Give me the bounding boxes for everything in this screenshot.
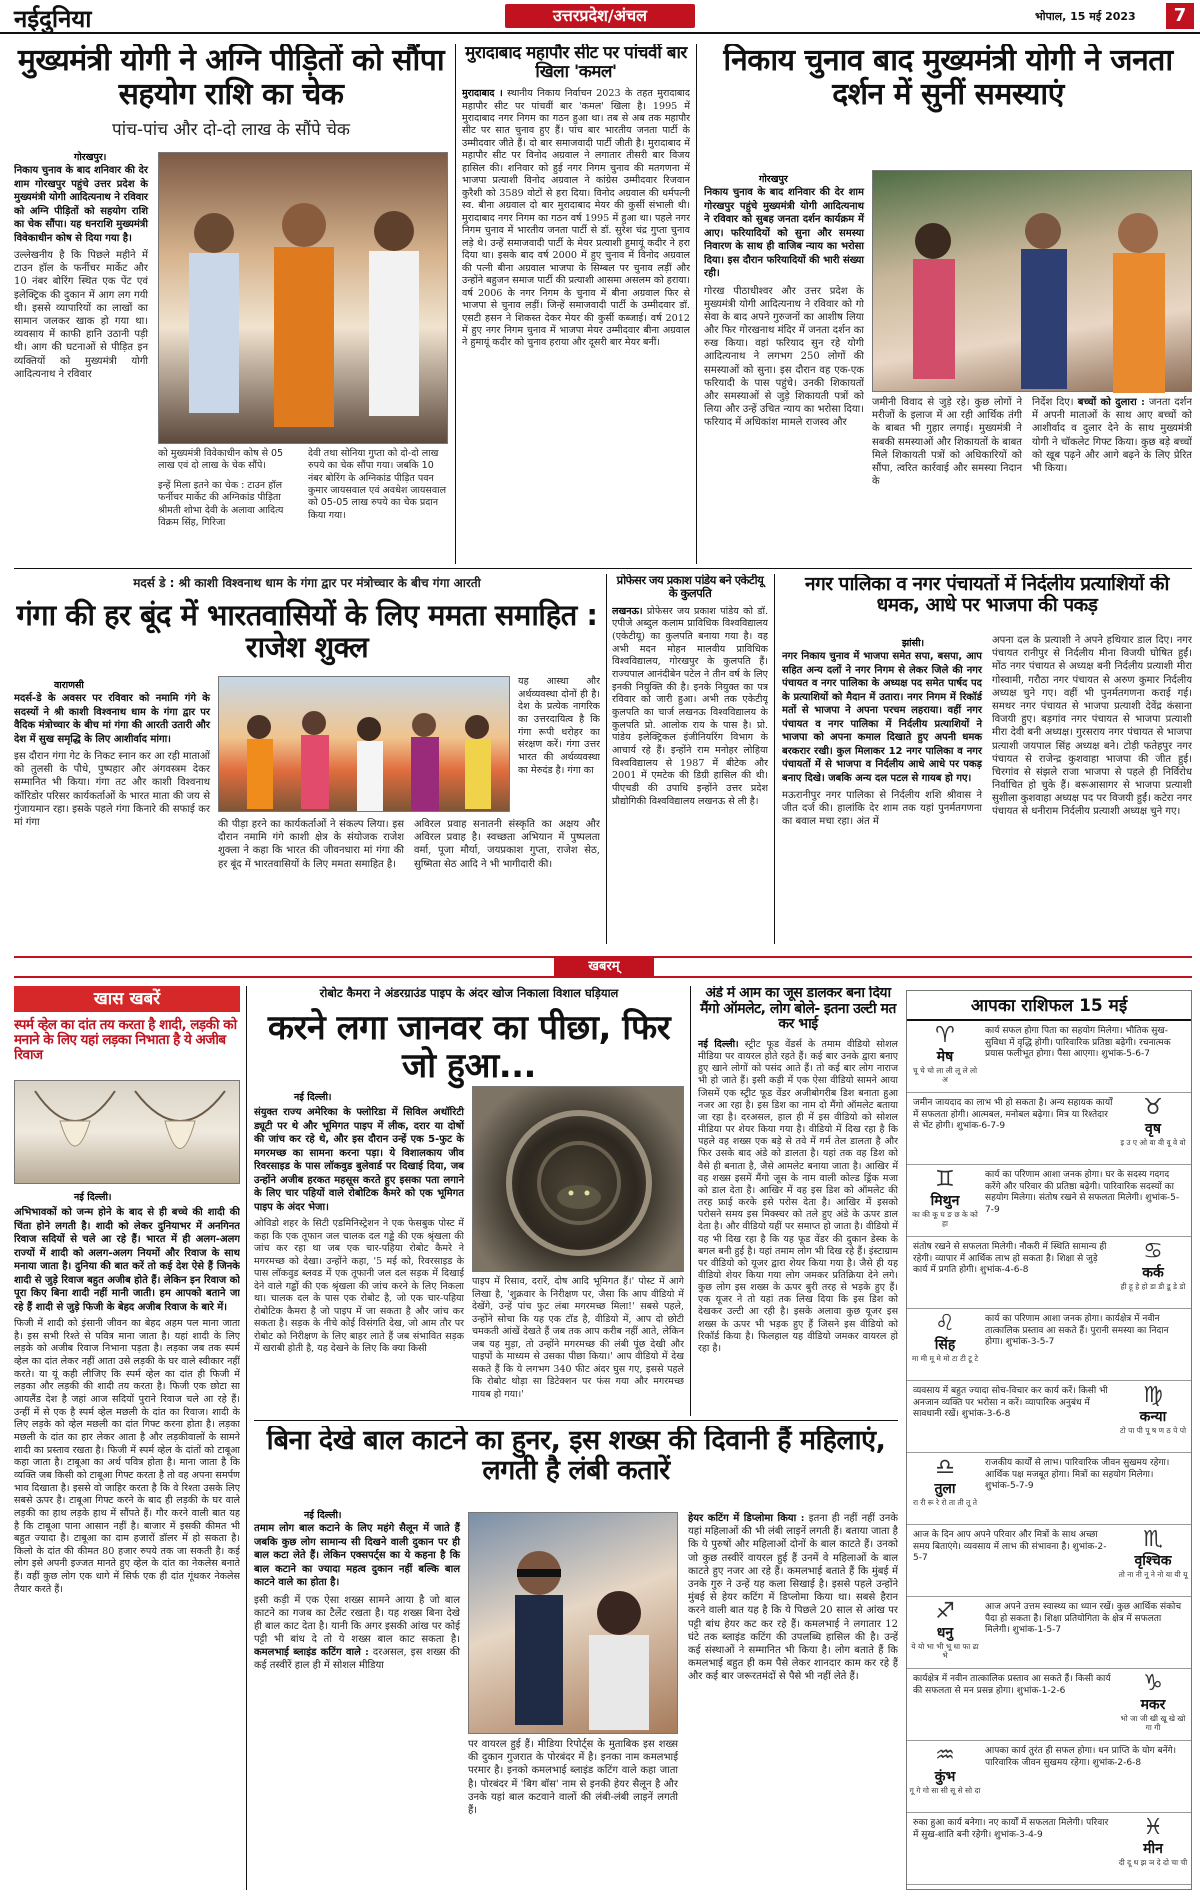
- article-fiji-whale-tooth: [14, 986, 240, 1890]
- zodiac-8-icon: ♏: [1143, 1527, 1163, 1552]
- zodiac-letters: तो ना नी नू ने नो या यी यू: [1118, 1570, 1188, 1579]
- lead-paragraph: मदर्स-डे के अवसर पर रविवार को नमामि गंगे के सदस्यों ने श्री काशी विश्वनाथ धाम के गंगा द्वार पर वैदिक मंत्रोच्चार के बीच मां गंगा की आरती उतारी और देश में सुख समृद्धि के लिए आशीर्वाद मांगा।: [14, 693, 210, 745]
- newspaper-logo: नईदुनिया: [14, 4, 92, 33]
- body-text-1: मऊरानीपुर नगर पालिका से निर्दलीय शशि श्रीवास ने जीत दर्ज की। हालांकि देर शाम तक यहां पुनर्मतगणना का बवाल मचा रहा। अंत में: [782, 790, 982, 828]
- zodiac-letters: भो जा जी खी खू खे खो गा गी: [1120, 1714, 1186, 1732]
- article-robot-camera-alligator: [254, 986, 684, 1416]
- headline: मुरादाबाद महापौर सीट पर पांचवीं बार खिला 'कमल': [465, 44, 687, 83]
- zodiac-11-icon: ♒: [935, 1743, 955, 1768]
- barber-illustration: [469, 1513, 679, 1735]
- zodiac-name: सिंह: [934, 1337, 956, 1353]
- zodiac-name: वृश्चिक: [1134, 1553, 1172, 1569]
- zodiac-sign: [1117, 1241, 1189, 1291]
- column-rule: [455, 44, 456, 564]
- headline: मुख्यमंत्री योगी ने अग्नि पीड़ितों को सौंपा सहयोग राशि का चेक: [17, 44, 445, 112]
- article-yogi-cheque: [14, 44, 448, 580]
- zodiac-name: कर्क: [1142, 1265, 1164, 1281]
- horoscope-text: रुका हुआ कार्य बनेगा। नए कार्यों में सफलता मिलेगी। परिवार में सुख-शांति बनी रहेगी। शुभांक-3-4-9: [913, 1818, 1109, 1840]
- dateline: नई दिल्ली।: [304, 1510, 342, 1521]
- zodiac-5-icon: ♌: [935, 1311, 955, 1336]
- zodiac-name: मिथुन: [930, 1193, 960, 1209]
- zodiac-letters: चू चे चो ला ली लू ले लो अ: [912, 1066, 978, 1084]
- horoscope-text: कार्यक्षेत्र में नवीन तात्कालिक प्रस्ताव आ सकते हैं। किसी कार्य की सफलता से मन प्रसन्न होगा। शुभांक-1-2-6: [913, 1674, 1111, 1696]
- zodiac-letters: दी दू थ झ ञ दे दो चा ची: [1118, 1858, 1188, 1867]
- page-number: 7: [1166, 3, 1194, 29]
- body-text-4: अविरल प्रवाह सनातनी संस्कृति का अक्षय और अविरल प्रवाह है। स्वच्छता अभियान में पुष्पलता वर्मा, पूजा मौर्या, जयप्रकाश गुप्ता, राजेश सेठ, सुष्मिता सेठ आदि ने भी भागीदारी की।: [414, 819, 600, 870]
- body-text-3: की पीड़ा हरने का कार्यकर्ताओं ने संकल्प लिया। इस दौरान नमामि गंगे काशी क्षेत्र के संयोजक राजेश शुक्ला ने कहा कि भारत की जीवनधारा मां गंगा की हर बूंद में भारतवासियों के लिए ममता समाहित है।: [218, 819, 404, 870]
- horoscope-text: व्यवसाय में बहुत ज्यादा सोच-विचार कर कार्य करें। किसी भी अनजान व्यक्ति पर भरोसा न करें। व्यापारिक अनुबंध में सावधानी रखें। शुभांक-3-6-8: [913, 1386, 1108, 1420]
- zodiac-letters: ही हू हे हो डा डी डू डे डो: [1120, 1282, 1186, 1291]
- body-text: [612, 606, 768, 809]
- article-moradabad-mayor: [462, 44, 690, 564]
- horoscope-text: संतोष रखने से सफलता मिलेगी। नौकरी में स्थिति सामान्य ही रहेगी। व्यापार में आर्थिक लाभ हो सकता है। शिक्षा से जुड़े कार्य में प्रगति होगी। शुभांक-4-6-8: [913, 1242, 1107, 1276]
- subhead-inline: कमलभाई ब्लाइंड कटिंग वाले :: [254, 1647, 369, 1659]
- horoscope-row: [907, 1165, 1191, 1237]
- body-copy: इसी कड़ी में एक ऐसा शख्स सामने आया है जो बाल काटने का गजब का टैलेंट रखता है। यह शख्स बिना देखे ही बाल काट देता है। यानी कि अगर इसकी आंख पर कोई पट्टी भी बांध दे तो ये शख्स बाल काट सकता है।: [254, 1594, 460, 1646]
- lead-paragraph: संयुक्त राज्य अमेरिका के फ्लोरिडा में सिविल अथॉरिटी ड्यूटी पर थे और भूमिगत पाइप में लीक, दरार या दोषों की जांच कर रहे थे, और इस दौरान उन्हें एक 5-फुट के मगरमच्छ का सामना करना पड़ा। ये विशालकाय जीव रिवरसाइड के पास लॉकवुड बुलेवार्ड पर दिखाई दिया, जब उन्होंने अजीब हरकत महसूस करते हुए इसका पता लगाने के लिए चार पहियों वाले रोबोटिक कैमरे को एक भूमिगत पाइप के अंदर भेजा।: [254, 1107, 464, 1213]
- zodiac-12-icon: ♓: [1143, 1815, 1163, 1840]
- horoscope-text: कार्य का परिणाम आशा जनक होगा। कार्यक्षेत्र में नवीन तात्कालिक प्रस्ताव आ सकते हैं। पुरानी समस्या का निदान होगा। शुभांक-3-5-7: [985, 1314, 1169, 1348]
- column-rule: [690, 986, 691, 1416]
- zodiac-name: वृष: [1145, 1121, 1161, 1137]
- headline: निकाय चुनाव बाद मुख्यमंत्री योगी ने जनता दर्शन में सुनीं समस्याएं: [723, 44, 1173, 112]
- zodiac-9-icon: ♐: [935, 1599, 955, 1624]
- photo-aarti-illustration: [219, 677, 511, 813]
- whale-tooth-illustration: [15, 1081, 240, 1185]
- zodiac-name: मकर: [1140, 1697, 1166, 1713]
- body-text: [462, 88, 690, 350]
- zodiac-7-icon: ♎: [935, 1455, 955, 1480]
- horoscope-list: [907, 1021, 1191, 1885]
- headline: नगर पालिका व नगर पंचायतों में निर्दलीय प्रत्याशियों की धमक, आधे पर भाजपा की पकड़: [805, 574, 1169, 617]
- zodiac-1-icon: ♈: [935, 1023, 955, 1048]
- caption-col-1: को मुख्यमंत्री विवेकाधीन कोष से 05 लाख एवं दो लाख के चेक सौंपे।: [158, 448, 284, 472]
- column-rule: [774, 574, 775, 944]
- body-text-1: ओविडो शहर के सिटी एडमिनिस्ट्रेशन ने एक फेसबुक पोस्ट में कहा कि एक तूफान जल चालक दल गड्ढे की एक श्रृंखला की जांच कर रहा था जब एक चार-पहिया रोबोट कैमरे ने मगरमच्छ को देखा। उन्होंने कहा, '5 मई को, रिवरसाइड के पास लॉकवुड ब्लवड में एक तूफानी जल दल सड़क में दिखाई देने वाले गड्ढों की एक श्रृंखला की जांच करने के लिए निकला था। चालक दल के पास एक रोबोट है, जो एक चार-पहिया रोबोटिक कैमरा है जो पाइप में जा सकता है और जांच कर सकता है। सड़क के नीचे कोई विसंगति देख, जो आम तौर पर रोबोट को निरीक्षण के लिए बाहर लाते हैं जब संभावित सड़क में खराबी होती है, यह देखने के लिए कि क्या किसी: [254, 1218, 464, 1355]
- lead-paragraph: निकाय चुनाव के बाद शनिवार की देर शाम गोरखपुर पहुंचे उत्तर प्रदेश के मुख्यमंत्री योगी आदित्यनाथ ने रविवार को अग्नि पीड़ितों को सहयोग राशि का चेक सौंपा। यह धनराशि मुख्यमंत्री विवेकाधीन कोष से दिया गया है।: [14, 165, 148, 244]
- body-text-3: [688, 1512, 898, 1683]
- body-text-2: पाइप में रिसाव, दरारें, दोष आदि भूमिगत हैं।' पोस्ट में आगे लिखा है, 'शुक्रवार के निरीक्षण पर, जैसा कि आप वीडियो में देखेंगे, उन्हें पांच फुट लंबा मगरमच्छ मिला!' सबसे पहले, उन्होंने सोचा कि यह एक टॉड है, वीडियो में, आप दो छोटी चमकती आंखें देखते हैं जब तक आप करीब नहीं आते, लेकिन जब यह मुड़ा, तो उन्होंने मगरमच्छ की लंबी पूंछ देखी और पाइपों के माध्यम से उसका पीछा किया।' आप वीडियो में देख सकते हैं कि ये लगभग 340 फीट अंदर घुस गए, इससे पहले कि रोबोट थोड़ा सा डिटेक्शन पर फंस गया और मगरमच्छ गायब हो गया।': [472, 1276, 684, 1400]
- horoscope-row: [907, 1525, 1191, 1597]
- body-text-1: [254, 1594, 460, 1673]
- section-banner: उत्तरप्रदेश/अंचल: [505, 4, 695, 28]
- body-text: फिजी में शादी को इंसानी जीवन का बेहद अहम पल माना जाता है। इस सभी रिश्ते से पवित्र माना जाता है। यहां शादी के लिए लड़के को अजीब रिवाज निभाना पड़ता है। लड़का जब तक स्पर्म व्हेल का दांत लेकर नहीं आता उसे लड़की के घर वाले स्वीकार नहीं करते। या यूं कही लीजिए कि स्पर्म व्हेल का दांत ही फिजी में लड़का और लड़की की शादी तय करता है। फिजी एक छोटा सा आयलैंड देश है जहां आज सदियों पुराने रिवाज चले आ रहे हैं। उन्हीं में से एक है स्पर्म व्हेल मछली के दांत का रिवाज। शादी के लिए लड़के को व्हेल मछली का दांत गिफ्ट करना होता है। लड़का मछली के दांत का हार लेकर आता है और लड़कीवालों के सामने शादी का प्रस्ताव रखता है। फिजी में स्पर्म व्हेल के दांतों को टाबूआ कहा जाता है। टाबूआ का अर्थ पवित्र होता है। माना जाता है कि व्यक्ति जब किसी को टाबूआ गिफ्ट करता है तो वह अपना समर्पण भाव दिखाता है। इससे वो जाहिर करता है कि वे रिश्ता उसके लिए सबसे ऊपर है। टाबूआ गिफ्ट करने के बाद ही लड़की के घर वाले लड़की का हाथ लड़के हाथ में सौंपते हैं। गौर करने वाली बात यह है कि टाबूआ पाना आसान नहीं है। बाजार में इसकी कीमत भी बहुत ज्यादा है। टाबूआ का दाम हजारों डॉलर में हो सकता है। किलो के दांत की कीमत 80 हजार रुपये तक जा सकती है। कई लोग इसे अपनी इज्जत मानते हुए व्हेल के दांत का नेकलेस बनाते हैं। वहीं कुछ लोग एक धागे में सिर्फ एक ही दांत गूंथकर नेकलेस तैयार करते हैं।: [14, 1318, 240, 1595]
- lead-paragraph: अभिभावकों को जन्म होने के बाद से ही बच्चे की शादी की चिंता होने लगती है। शादी को लेकर दुनियाभर में अनगिनत रिवाज सदियों से चले आ रहे हैं। भारत में ही अलग-अलग राज्यों में शादी को अलग-अलग नियमों और रिवाज के साथ मनाया जाता है। दुनिया की बात करें तो कई देश ऐसे हैं जिनके शादी से जुड़े रिवाज बहुत अजीब होते हैं। लेकिन इन रिवाज को पूरा किए बिना शादी नहीं मानी जाती। हम आपको बताने जा रहे हैं शादी से जुड़े फिजी के बेहद अजीब रिवाज के बारे में।: [14, 1207, 240, 1313]
- photo-ganga-aarti: [218, 676, 510, 812]
- horoscope-row: [907, 1093, 1191, 1165]
- zodiac-4-icon: ♋: [1143, 1239, 1163, 1264]
- zodiac-name: मीन: [1143, 1841, 1163, 1857]
- body-copy: स्थानीय निकाय निर्वाचन 2023 के तहत मुरादाबाद महापौर सीट पर पांचवीं बार 'कमल' खिला है। 1995 में मुरादाबाद नगर निगम का गठन हुआ था। तब से अब तक महापौर सीट पर सात चुनाव हुए हैं। पांच बार भारतीय जनता पार्टी के उम्मीदवार जीते हैं। दो बार समाजवादी पार्टी जीती है। मुरादाबाद में महापौर सीट पर विनोद अग्रवाल ने लगातार तीसरी बार विजय हासिल की। शनिवार को हुई नगर निगम चुनाव की मतगणना में भाजपा प्रत्याशी विनोद अग्रवाल ने कांग्रेस उम्मीदवार रिजवान कुरैशी को 3589 वोटों से हरा दिया। विनोद अग्रवाल की धर्मपत्नी स्व. बीना अग्रवाल दो बार मुरादाबाद मेयर की कुर्सी संभाली थी। मुरादाबाद नगर निगम का गठन वर्ष 1995 में हुआ था। पहले नगर निगम चुनाव में भारतीय जनता पार्टी से डॉ. सुरेश चंद्र गुप्ता चुनाव लड़े थे। उन्हें समाजवादी पार्टी के मेयर प्रत्याशी हुमायूं कदीर ने हरा दिया था। इसके बाद वर्ष 2000 में हुए चुनाव में विनोद अग्रवाल की पत्नी बीना अग्रवाल भाजपा के सिम्बल पर चुनाव लड़ीं और उन्होंने बहुजन समाज पार्टी की प्रत्याशी आसमा असलम को हराया। वर्ष 2006 के नगर निगम के चुनाव में बीना अग्रवाल फिर से भाजपा से चुनाव लड़ीं। जिन्हें समाजवादी पार्टी के उम्मीदवार डॉ. एसटी हसन ने शिकस्त देकर मेयर की कुर्सी कब्जाई। वर्ष 2012 में हुए नगर निगम चुनाव में भाजपा मेयर उम्मीदवार बीना अग्रवाल ने हुमायूं कदीर को चुनाव हराया और दूसरी बार मेयर बनीं।: [462, 88, 690, 349]
- horoscope-text: कार्य सफल होगा पिता का सहयोग मिलेगा। भौतिक सुख-सुविधा में वृद्धि होगी। पारिवारिक प्रतिष्ठा बढ़ेगी। रचनात्मक प्रयास फलीभूत होगा। पैसा आएगा। शुभांक-5-6-7: [985, 1026, 1171, 1060]
- zodiac-name: कुंभ: [934, 1769, 956, 1785]
- horoscope-row: [907, 1237, 1191, 1309]
- zodiac-name: धनु: [936, 1625, 954, 1641]
- zodiac-sign: [909, 1745, 981, 1795]
- body-text-2: पर वायरल हुई हैं। मीडिया रिपोर्ट्स के मुताबिक इस शख्स की दुकान गुजरात के पोरबंदर में है। इनका नाम कमलभाई परमार है। इनको कमलभाई ब्लाइंड कटिंग वाले कहा जाता है। पोरबंदर में 'बिग बॉस' नाम से इनकी हेयर सैलून है और उनके यहां बाल कटवाने वालों की लंबी-लंबी लाइनें लगती हैं।: [468, 1739, 678, 1816]
- photo-cm-with-victims: [158, 152, 448, 444]
- horoscope-row: [907, 1453, 1191, 1525]
- masthead: [0, 0, 1200, 34]
- edition-date: भोपाल, 15 मई 2023: [1035, 10, 1136, 23]
- horoscope-text: जमीन जायदाद का लाभ भी हो सकता है। अन्य सहायक कार्यों में सफलता होगी। आत्मबल, मनोबल बढ़ेगा। मित्र या रिश्तेदार से भेंट होगी। शुभांक-6-7-9: [913, 1098, 1113, 1132]
- horoscope-row: [907, 1309, 1191, 1381]
- horoscope-panel: [906, 990, 1192, 1890]
- photo-janta-darshan: [872, 170, 1192, 392]
- column-rule: [696, 44, 697, 564]
- zodiac-sign: [1117, 1385, 1189, 1435]
- zodiac-sign: [909, 1313, 981, 1363]
- zodiac-sign: [909, 1457, 981, 1507]
- zodiac-letters: इ उ ए ओ वा वी वू वे वो: [1120, 1138, 1186, 1147]
- body-text-2: जमीनी विवाद से जुड़े रहे। कुछ लोगों ने मरीजों के इलाज में आ रही आर्थिक तंगी के बाबत भी गुहार लगाई। मुख्यमंत्री ने सबकी समस्याओं और शिकायतों के बाबत मिले शिकायती पत्रों को अधिकारियों को सौंपा, त्वरित कार्रवाई और समस्या निदान के: [872, 397, 1022, 488]
- zodiac-sign: [1117, 1097, 1189, 1147]
- horoscope-row: [907, 1813, 1191, 1885]
- horoscope-text: आज अपने उत्तम स्वास्थ्य का ध्यान रखें। कुछ आर्थिक संकोच पैदा हो सकता है। शिक्षा प्रतियोगिता के क्षेत्र में सफलता मिलेगी। शुभांक-1-5-7: [985, 1602, 1182, 1636]
- zodiac-6-icon: ♍: [1143, 1383, 1163, 1408]
- dateline: मुरादाबाद ।: [462, 88, 503, 100]
- section-band-khas-khabar: खास खबरें: [14, 986, 240, 1012]
- dateline: नई दिल्ली।: [74, 1192, 112, 1203]
- zodiac-letters: का की कू घ ङ छ के को हा: [912, 1210, 978, 1228]
- photo-whale-tooth-necklace: [14, 1080, 240, 1184]
- horoscope-text: राजकीय कार्यों से लाभ। पारिवारिक जीवन सुखमय रहेगा। आर्थिक पक्ष मजबूत होगा। मित्रों का सहयोग मिलेगा। शुभांक-5-7-9: [985, 1458, 1170, 1492]
- horizontal-rule: [14, 568, 1192, 569]
- body-text-1: गोरख पीठाधीश्वर और उत्तर प्रदेश के मुख्यमंत्री योगी आदित्यनाथ ने रविवार को गो सेवा के बाद अपने गुरुजनों का आशीष लिया और फिर गोरखनाथ मंदिर में जनता दर्शन का रुख किया। वहां फरियाद सुन रहे योगी आदित्यनाथ ने लगभग 250 लोगों की समस्याओं को सुना। इस दौरान वह एक-एक फरियादी के पास पहुंचे। उनकी शिकायतों और समस्याओं से जुड़े शिकायती पत्रों को लिया और उन्हें उचित न्याय का भरोसा दिया। फरियाद में अधिकांश मामले राजस्व और: [704, 285, 864, 429]
- dateline: गोरखपुर।: [74, 152, 107, 163]
- caption-col-2: देवी तथा सोनिया गुप्ता को दो-दो लाख रुपये का चेक सौंपा गया। जबकि 10 नंबर बोरिंग के अग्निकांड पीड़ित पवन कुमार जायसवाल एवं अवधेश जायसवाल को 05-05 लाख रुपये का चेक प्रदान किया गया।: [308, 448, 447, 521]
- column-rule: [606, 574, 607, 944]
- zodiac-name: कन्या: [1139, 1409, 1167, 1425]
- lead-paragraph: नगर निकाय चुनाव में भाजपा समेत सपा, बसपा, आप सहित अन्य दलों ने नगर निगम से लेकर जिले की नगर पंचायत व नगर पालिका के अध्यक्ष पद समेत पार्षद पद के प्रत्याशियों को मैदान में उतारा। नगर निगम में रिकॉर्ड मतों से भाजपा ने अपना परचम लहराया। वहीं नगर पंचायत व नगर पालिका में निर्दलीय प्रत्याशियों ने भाजपा को अपना कमाल दिखाते हुए अपनी धमक बरकरार रखी। कुल मिलाकर 12 नगर पालिका व नगर पंचायतों में से भाजपा व निर्दलीय आधे आधे पर पकड़ बनाए दिखे। जबकि अन्य दल पटल से गायब हो गए।: [782, 651, 982, 784]
- photo-blindfold-barber: [468, 1512, 678, 1734]
- body-copy: जनता दर्शन में अपनी माताओं के साथ आए बच्चों को आशीर्वाद व दुलार देने के साथ मुख्यमंत्री योगी ने चॉकलेट गिफ्ट किया। कुछ बड़े बच्चों को खूब पढ़ने और आगे बढ़ने के लिए प्रेरित भी किया।: [1032, 397, 1192, 474]
- horoscope-title: आपका राशिफल 15 मई: [907, 991, 1191, 1021]
- body-copy: स्ट्रीट फूड वेंडर्स के तमाम वीडियो सोशल मीडिया पर वायरल होते रहते हैं। कई बार उनके द्वारा बनाए हुए खाने लोगों को पसंद आते हैं। तो कई बार लोग नाराज भी हो जाते हैं। इसी कड़ी में एक ऐसा वीडियो सामने आया जिसमें एक स्ट्रीट फूड वेंडर अजीबोगरीब डिश बनाता हुआ नजर आ रहा है। इस डिश का नाम दो मैंगो ऑमलेट बताया जा रहा है। दरअसल, हाल ही में इस वीडियो को सोशल मीडिया पर शेयर किया गया है। वीडियो में दिख रहा है कि पहले वह शख्स एक बड़े से तवे में गर्म तेल डालता है और फिर उसके बाद अंडे को डालता है। यहां तक वह डिश को वैसे ही बनाता है, जैसे आमलेट बनाया जाता है। आखिर में वह शख्स इसमें मैंगो जूस के नाम वाली कोल्ड ड्रिंक मजा को डाल देता है। आखिर में वह इस डिश को ऑमलेट की तरह फ्राई करके इसे परोस देता है। आखिर में इसको परोसने समय इस मिक्स्चर को तले हुए अंडे के ऊपर डाल देता है। और वीडियो यहीं पर समाप्त हो जाता है। वीडियो में यह भी दिख रहा है कि यह फूड वेंडर की दुकान डेस्क के बगल बनी हुई है। यहां तमाम लोग भी दिख रहे हैं। इंस्टाग्राम पर वीडियो को यूजर द्वारा शेयर किया गया है। जैसे ही यह वीडियो शेयर किया गया लोग जमकर प्रतिक्रिया देने लगे। कुछ लोग इस शख्स के ऊपर बुरी तरह से भड़के हुए हैं। एक यूजर ने तो यहां तक लिख दिया कि इस डिश को देखकर उल्टी आ रही है। इसके अलावा कुछ यूजर इस शख्स के ऊपर भी भड़क हुए हैं जिसने इस वीडियो को रिकॉर्ड किया है। फिलहाल यह वीडियो जमकर वायरल हो रहा है।: [698, 1039, 898, 1354]
- body-copy: निर्देश दिए।: [1032, 397, 1074, 408]
- zodiac-2-icon: ♉: [1143, 1095, 1163, 1120]
- article-ganga-aarti: [14, 574, 600, 954]
- caption-col-1b: इन्हें मिला इतने का चेक : टाउन हॉल फर्नीचर मार्केट की अग्निकांड पीड़िता श्रीमती शोभा देवी के अलावा आदित्य विक्रम सिंह, गिरिजा: [158, 480, 284, 529]
- section-divider: [14, 956, 1192, 978]
- headline: स्पर्म व्हेल का दांत तय करता है शादी, लड़की को मनाने के लिए यहां लड़का निभाता है ये अजीब रिवाज: [14, 1017, 237, 1064]
- headline: अंडे में आम का जूस डालकर बना दिया मैंगो ऑमलेट, लोग बोले- इतना उल्टी मत कर भाई: [700, 986, 896, 1033]
- body-copy: प्रोफेसर जय प्रकाश पांडेय को डॉ. एपीजे अब्दुल कलाम प्राविधिक विश्वविद्यालय (एकेटीयू) का कुलपति बनाया गया है। वह अभी मदन मोहन मालवीय प्राविधिक विश्वविद्यालय, गोरखपुर के कुलपति हैं। राज्यपाल आनंदीबेन पटेल ने तीन वर्ष के लिए इनकी नियुक्ति की है। इनके नियुक्त का पत्र रविवार को जारी हुआ। अभी तक एकेटीयू कुलपति का चार्ज लखनऊ विश्वविद्यालय के कुलपति प्रो. आलोक राय के पास है। प्रो. पांडेय इलेक्ट्रिकल इंजीनियरिंग विभाग के आचार्य रहे हैं। इन्होंने राम मनोहर लोहिया विश्वविद्यालय से 1987 में बीटेक और 2001 में एमटेक की डिग्री हासिल की थी। पीएचडी की उपाधि इन्होंने उत्तर प्रदेश प्रौद्योगिकी विश्वविद्यालय लखनऊ से ली है।: [612, 605, 768, 807]
- zodiac-sign: [1117, 1673, 1189, 1732]
- body-copy: इतना ही नहीं नहीं उनके यहां महिलाओं की भी लंबी लाइनें लगती हैं। बताया जाता है कि ये पुरुषों और महिलाओं दोनों के बाल काटते हैं। उनको जो कुछ तस्वीरें वायरल हुई हैं उनमें वे महिलाओं के बाल काटते हुए नजर आ रहे हैं। कमलभाई बताते हैं कि मुंबई में उनके गुरु ने उन्हें यह कला सिखाई है। इससे पहले उन्होंने मुंबई से हेयर कटिंग में डिप्लोमा किया था। सबसे हैरान करने वाली बात यह है कि ये पिछले 20 साल से आंख पर पट्टी बांध हेयर कट कर रहे हैं। कमलभाई ने लगातार 12 घंटे तक ब्लाइंड कटिंग की उपलब्धि हासिल की है। उन्हें कई संस्थाओं ने सम्मानित भी किया है। लोग बताते हैं कि कमलभाई बहुत ही कम पैसे लेकर शानदार काम कर रहे हैं और कई बार जरूरतमंदों से पैसे भी नहीं लेते हैं।: [688, 1513, 898, 1683]
- body-text-2: अपना दल के प्रत्याशी ने अपने हथियार डाल दिए। नगर पंचायत रानीपुर से निर्दलीय मीना विजयी घोषित हुईं। मोंठ नगर पंचायत से अध्यक्ष बनी निर्दलीय प्रत्याशी मीरा गोस्वामी, गरौठा नगर पंचायत से अरुण कुमार निर्दलीय अध्यक्ष चुने गए। वहीं भी पुनर्मतगणना कराई गई। समथर नगर पंचायत से भाजपा प्रत्याशी देवेंद्र कंसाना विजयी हुए। बड़गांव नगर पंचायत से भाजपा प्रत्याशी मीरा देवी बनी अध्यक्ष। गुरसराय नगर पंचायत से भाजपा प्रत्याशी जयपाल सिंह अध्यक्ष बने। टोड़ी फतेहपुर नगर पंचायत से राजेन्द्र कुशवाहा भाजपा की जीत हुई। चिरगांव से संझले राजा भाजपा से पहले ही निर्विरोध निर्वाचित हो चुके हैं। बरूआसागर से भाजपा प्रत्याशी सुशीला कुशवाहा अध्यक्ष पद पर विजयी हुईं। कटेरा नगर पंचायत से धनीराम निर्दलीय प्रत्याशी अध्यक्ष चुने गए।: [992, 635, 1192, 818]
- dateline: लखनऊ।: [612, 605, 643, 617]
- lead-paragraph: तमाम लोग बाल कटाने के लिए महंगे सैलून में जाते हैं जबकि कुछ लोग सामान्य सी दिखने वाली दुकान पर ही बाल कटा लेते हैं। लेकिन एक्सपर्ट्स का ये कहना है कि बाल कटाने का ज्यादा महत्व दुकान नहीं बल्कि बाल काटने वाले का होता है।: [254, 1523, 460, 1588]
- body-text-2: यह आस्था और अर्थव्यवस्था दोनों ही है। देश के प्रत्येक नागरिक का उत्तरदायित्व है कि गंगा रूपी धरोहर का संरक्षण करें। गंगा उत्तर भारत की अर्थव्यवस्था का मेरुदंड है। गंगा का: [518, 676, 600, 776]
- section-label: खबरम्: [554, 957, 654, 977]
- photo-pipe-alligator: [472, 1086, 684, 1272]
- headline: बिना देखे बाल काटने का हुनर, इस शख्स की दिवानी हैं महिलाएं, लगती है लंबी कतारें: [266, 1426, 886, 1487]
- zodiac-3-icon: ♊: [935, 1167, 955, 1192]
- body-text-1: इस दौरान गंगा गेट के निकट स्नान कर आ रही माताओं को तुलसी के पौधे, पुष्पहार और अंगवस्त्रम देकर सम्मानित भी किया। गंगा तट और काशी विश्वनाथ कॉरिडोर परिसर कार्यकर्ताओं के भारत माता की जय से गुंजायमान रहा। इसके पहले गंगा किनारे की सफाई कर मां गंगा: [14, 751, 210, 828]
- photo-people-illustration: [159, 153, 448, 445]
- horoscope-row: [907, 1669, 1191, 1741]
- zodiac-letters: ये यो भा भी भू धा फा ढा भे: [911, 1642, 979, 1660]
- pipe-illustration: [473, 1087, 684, 1273]
- headline: गंगा की हर बूंद में भारतवासियों के लिए ममता समाहित : राजेश शुक्ल: [16, 598, 598, 665]
- headline: प्रोफेसर जय प्रकाश पांडेय बने एकेटीयू के कुलपति: [616, 574, 764, 600]
- photo-crowd-illustration: [873, 171, 1192, 393]
- column-rule: [246, 986, 247, 1890]
- body-copy: दरअसल, इस शख्स की कई तस्वीरें हाल ही में सोशल मीडिया: [254, 1647, 460, 1672]
- dateline: झांसी।: [902, 638, 925, 649]
- zodiac-letters: गू गे गो सा सी सू से सो दा: [909, 1786, 981, 1795]
- subhead-inline: हेयर कटिंग में डिप्लोमा किया :: [688, 1513, 805, 1524]
- horoscope-row: [907, 1597, 1191, 1669]
- dateline: गोरखपुर: [759, 174, 788, 185]
- zodiac-10-icon: ♑: [1143, 1671, 1163, 1696]
- horoscope-row: [907, 1741, 1191, 1813]
- zodiac-sign: [1117, 1529, 1189, 1579]
- zodiac-sign: [1117, 1817, 1189, 1867]
- dateline: वाराणसी: [54, 680, 84, 691]
- horizontal-rule: [254, 1420, 898, 1421]
- horoscope-text: आज के दिन आप अपने परिवार और मित्रों के साथ अच्छा समय बिताएंगे। व्यवसाय में लाभ की संभावना है। शुभांक-2-5-7: [913, 1530, 1107, 1564]
- zodiac-name: मेष: [936, 1049, 954, 1065]
- subhead-inline: बच्चों को दुलारा :: [1077, 397, 1145, 408]
- horoscope-text: कार्य का परिणाम आशा जनक होगा। घर के सदस्य गदगद करेंगे और परिवार की प्रतिष्ठा बढ़ेगी। पारिवारिक सदस्यों का सहयोग मिलेगा। संतोष रखने से सफलता मिलेगी। शुभांक-5-7-9: [985, 1170, 1180, 1216]
- body-text-3: [1032, 396, 1192, 475]
- body-text: उल्लेखनीय है कि पिछले महीने में टाउन हॉल के फर्नीचर मार्केट और 10 नंबर बोरिंग स्थित एक पेंट एवं इलेक्ट्रिक की दुकान में आग लग गयी थी। इससे व्यापारियों का लाखों का सामान जलकर खाक हो गया था। व्यवसाय में काफी हानि उठानी पड़ी थी। आग की घटनाओं से पीड़ित इन व्यक्तियों को मुख्यमंत्री योगी आदित्यनाथ ने रविवार: [14, 250, 148, 380]
- article-mango-omelette: [698, 986, 898, 1416]
- article-blind-haircut: [254, 1426, 898, 1890]
- horoscope-row: [907, 1021, 1191, 1093]
- headline: करने लगा जानवर का पीछा, फिर जो हुआ...: [267, 1008, 671, 1087]
- zodiac-letters: रा री रू रे रो ता ती तू ते: [913, 1498, 977, 1507]
- kicker: मदर्स डे : श्री काशी विश्वनाथ धाम के गंगा द्वार पर मंत्रोच्चार के बीच गंगा आरती: [133, 576, 481, 590]
- kicker: रोबोट कैमरा ने अंडरग्राउंड पाइप के अंदर खोज निकाला विशाल घड़ियाल: [319, 986, 619, 1000]
- zodiac-sign: [909, 1025, 981, 1084]
- article-jhansi-nikay: [782, 574, 1192, 944]
- dateline: नई दिल्ली।: [698, 1039, 739, 1051]
- body-text: [698, 1039, 898, 1355]
- zodiac-letters: टो पा पी पू ष ण ठ पे पो: [1119, 1426, 1187, 1435]
- dateline: नई दिल्ली।: [294, 1092, 332, 1103]
- horoscope-row: [907, 1381, 1191, 1453]
- zodiac-letters: मा मी मू मे मो टा टी टू टे: [911, 1354, 979, 1363]
- zodiac-name: तुला: [934, 1481, 956, 1497]
- subhead: पांच-पांच और दो-दो लाख के सौंपे चेक: [112, 120, 350, 141]
- article-aktu-vc: [612, 574, 768, 944]
- lead-paragraph: निकाय चुनाव के बाद शनिवार की देर शाम गोरखपुर पहुंचे मुख्यमंत्री योगी आदित्यनाथ ने रविवार को सुबह जनता दर्शन कार्यक्रम में आए। फरियादियों को सुना और समस्या निवारण के साथ ही वाजिब न्याय का भरोसा दिया। इस दौरान फरियादियों की भारी संख्या रही।: [704, 187, 864, 279]
- article-janta-darshan: [704, 44, 1192, 564]
- horoscope-text: आपका कार्य तुरंत ही सफल होगा। धन प्राप्ति के योग बनेंगे। पारिवारिक जीवन सुखमय रहेगा। शुभांक-2-6-8: [985, 1746, 1177, 1768]
- zodiac-sign: [909, 1601, 981, 1660]
- zodiac-sign: [909, 1169, 981, 1228]
